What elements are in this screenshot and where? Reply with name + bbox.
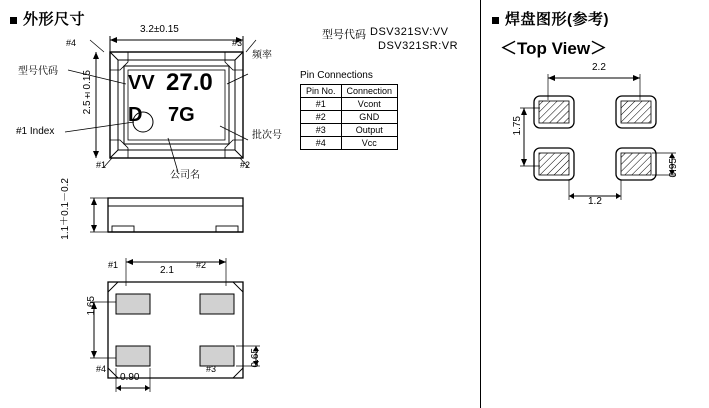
bottom-view-drawing	[60, 246, 290, 396]
side-view-drawing	[60, 186, 260, 246]
section-divider	[480, 0, 481, 408]
marking-company: D	[128, 104, 143, 126]
callout-frequency: 频率	[252, 50, 272, 61]
table-row	[301, 124, 398, 137]
top-view-pin-4: #4	[66, 38, 77, 48]
pin-no-3: #3	[301, 124, 342, 137]
pad-pattern-drawing	[510, 56, 700, 216]
bottom-view-pin-1: #1	[108, 260, 119, 270]
top-view-pin-2: #2	[240, 160, 251, 170]
callout-model-code: 型号代码	[18, 66, 58, 77]
bullet-square-icon	[10, 17, 17, 24]
pin-conn-2: GND	[341, 111, 398, 124]
pin-no-2: #2	[301, 111, 342, 124]
bottom-view-width-dimension: 2.1	[160, 265, 174, 276]
table-header-row	[301, 85, 398, 98]
top-height-dimension: 2.5±0.15	[82, 70, 93, 115]
top-view-pin-3: #3	[232, 38, 243, 48]
header-connection: Connection	[341, 85, 398, 98]
top-view-subtitle: ＜Top View＞	[500, 39, 608, 58]
pin-table-title: Pin Connections	[300, 70, 373, 81]
pin-no-1: #1	[301, 98, 342, 111]
pad-width-dimension: 0.90	[120, 372, 140, 383]
pin-conn-1: Vcont	[341, 98, 398, 111]
top-view-pin-1: #1	[96, 160, 107, 170]
pad-pattern-right-dimension: 0.95	[668, 158, 679, 178]
bottom-view-pin-2: #2	[196, 260, 207, 270]
right-section-title: 焊盘图形(参考)	[492, 8, 609, 29]
pad-height-dimension: 0.65	[250, 348, 261, 368]
model-code-line-2: DSV321SR:VR	[378, 40, 459, 52]
left-section-title: 外形尺寸	[10, 8, 85, 29]
side-view-height-dimension: 1.1＋0.1－0.2	[60, 178, 71, 240]
pin-connections-block	[300, 70, 398, 150]
pad-pattern-bottom-dimension: 1.2	[588, 196, 602, 207]
table-row	[301, 111, 398, 124]
callout-lot-number: 批次号	[252, 130, 282, 141]
table-row	[301, 137, 398, 150]
model-code-heading: 型号代码	[322, 29, 366, 41]
pad-pattern-left-dimension: 1.75	[512, 116, 523, 136]
header-pin-no: Pin No.	[301, 85, 342, 98]
pin-conn-4: Vcc	[341, 137, 398, 150]
pin-no-4: #4	[301, 137, 342, 150]
table-row	[301, 98, 398, 111]
callout-company-name: 公司名	[170, 170, 200, 181]
pad-pattern-top-dimension: 2.2	[592, 62, 606, 73]
pin-connections-table	[300, 84, 398, 150]
marking-lot-number: 7G	[168, 104, 195, 126]
top-width-dimension: 3.2±0.15	[140, 24, 179, 35]
bottom-view-height-dimension: 1.65	[86, 296, 97, 316]
model-code-line-1: DSV321SV:VV	[370, 26, 449, 38]
model-code-block	[322, 26, 458, 52]
pin-conn-3: Output	[341, 124, 398, 137]
marking-frequency: 27.0	[166, 69, 213, 96]
bottom-view-pin-4: #4	[96, 364, 107, 374]
marking-model-code: VV	[128, 72, 155, 94]
bottom-view-pin-3: #3	[206, 364, 217, 374]
bullet-square-icon	[492, 17, 499, 24]
callout-index: #1 Index	[16, 126, 55, 137]
